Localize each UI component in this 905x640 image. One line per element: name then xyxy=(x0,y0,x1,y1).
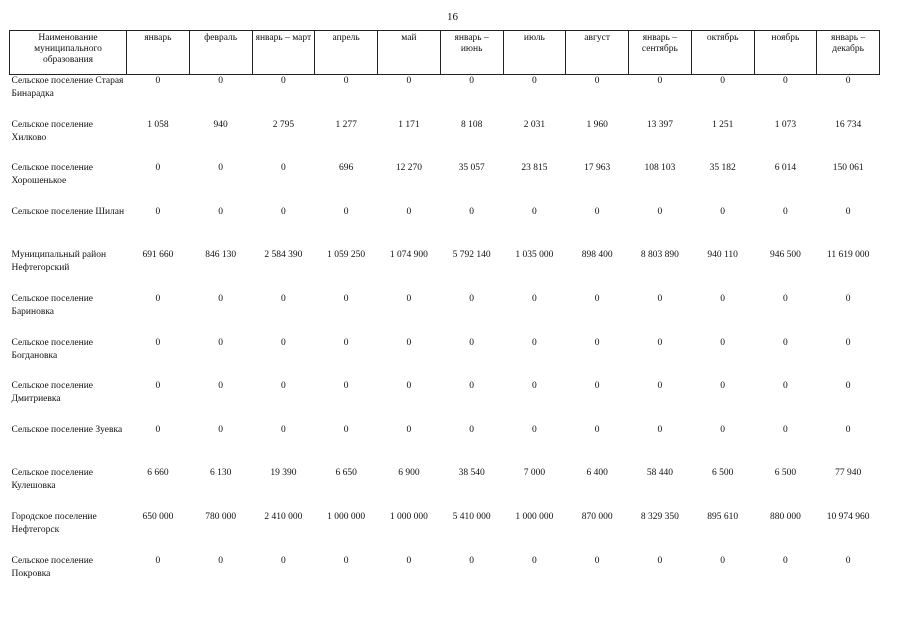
table-cell-value: 0 xyxy=(783,424,788,435)
table-cell-value: 1 058 xyxy=(147,119,169,130)
table-cell-value: 650 000 xyxy=(142,511,174,522)
municipal-data-table xyxy=(9,30,880,598)
table-cell-value: 880 000 xyxy=(769,511,801,522)
table-cell-value: 0 xyxy=(657,337,663,348)
table-cell-value: 5 792 140 xyxy=(452,250,491,261)
table-cell-value: 12 270 xyxy=(395,163,422,174)
table-cell-value: 0 xyxy=(155,293,161,304)
header-month: август xyxy=(566,31,629,75)
table-cell-value: 1 171 xyxy=(398,119,420,130)
table-cell-value: 38 540 xyxy=(458,468,485,479)
table-cell-value: 0 xyxy=(594,337,600,348)
header-month: январь – июнь xyxy=(440,31,503,75)
table-cell-value: 0 xyxy=(783,337,788,348)
table-cell-value: 0 xyxy=(343,424,349,435)
table-cell-value: 8 108 xyxy=(460,119,483,130)
table-cell-value: 11 619 000 xyxy=(826,250,870,261)
page-number: 16 xyxy=(447,11,458,23)
table-cell-value: 0 xyxy=(281,206,286,217)
table-cell-value: 0 xyxy=(343,206,349,217)
table-cell-value: 0 xyxy=(155,381,161,392)
table-cell-value: 10 974 960 xyxy=(826,511,870,522)
table-cell-value: 0 xyxy=(343,293,349,304)
table-cell-value: 0 xyxy=(155,555,161,566)
table-cell-value: 0 xyxy=(845,381,851,392)
table-cell-value: 0 xyxy=(657,76,663,86)
header-month: январь xyxy=(127,31,190,75)
table-cell-value: 108 103 xyxy=(644,163,676,174)
table-cell-value: 0 xyxy=(281,337,286,348)
table-cell-value: 898 400 xyxy=(581,250,613,261)
table-cell-value: 5 410 000 xyxy=(452,511,491,522)
table-cell-value: 0 xyxy=(281,293,286,304)
table-cell-value: 0 xyxy=(532,293,537,304)
table-cell-value: 6 500 xyxy=(774,468,797,479)
municipality-name: Сельское поселение Хорошенькое xyxy=(11,163,94,187)
table-row xyxy=(10,467,880,511)
table-cell-value: 0 xyxy=(845,206,851,217)
table-row xyxy=(10,293,880,337)
table-cell-value: 0 xyxy=(155,76,161,86)
table-cell-value: 0 xyxy=(469,337,474,348)
table-cell-value: 0 xyxy=(281,424,286,435)
municipality-name: Сельское поселение Бариновка xyxy=(11,293,94,317)
table-cell-value: 23 815 xyxy=(521,163,548,174)
table-cell-value: 0 xyxy=(657,381,663,392)
table-cell-value: 0 xyxy=(720,293,725,304)
table-cell-value: 940 xyxy=(213,119,228,130)
table-cell-value: 1 277 xyxy=(335,119,357,130)
table-cell-value: 0 xyxy=(406,381,412,392)
table-cell-value: 0 xyxy=(783,293,788,304)
table-cell-value: 0 xyxy=(783,381,788,392)
table-cell-value: 0 xyxy=(406,76,412,86)
table-cell-value: 6 014 xyxy=(774,163,797,174)
table-cell-value: 6 130 xyxy=(209,468,232,479)
table-cell-value: 0 xyxy=(594,555,600,566)
table-cell-value: 0 xyxy=(406,206,412,217)
table-row xyxy=(10,380,880,424)
table-cell-value: 0 xyxy=(720,381,725,392)
municipality-name: Сельское поселение Старая Бинарадка xyxy=(11,76,124,99)
table-cell-value: 0 xyxy=(720,424,725,435)
table-cell-value: 691 660 xyxy=(142,250,174,261)
table-cell-value: 0 xyxy=(532,206,537,217)
header-month: июль xyxy=(503,31,566,75)
table-cell-value: 6 650 xyxy=(335,468,357,479)
table-cell-value: 35 182 xyxy=(709,163,736,174)
table-cell-value: 0 xyxy=(218,337,223,348)
table-cell-value: 0 xyxy=(845,293,851,304)
table-cell-value: 0 xyxy=(594,206,600,217)
table-cell-value: 0 xyxy=(720,555,725,566)
table-cell-value: 940 110 xyxy=(707,250,738,261)
table-cell-value: 0 xyxy=(218,206,223,217)
table-cell-value: 0 xyxy=(845,555,851,566)
table-cell-value: 0 xyxy=(218,293,223,304)
municipality-name: Сельское поселение Кулешовка xyxy=(11,468,94,492)
table-cell-value: 0 xyxy=(406,555,412,566)
table-cell-value: 0 xyxy=(532,381,537,392)
header-month: октябрь xyxy=(691,31,754,75)
table-cell-value: 0 xyxy=(406,424,412,435)
table-cell-value: 0 xyxy=(155,206,161,217)
table-cell-value: 0 xyxy=(469,424,474,435)
municipality-name: Городское поселение Нефтегорск xyxy=(11,511,97,535)
table-cell-value: 1 073 xyxy=(774,119,797,130)
table-cell-value: 0 xyxy=(657,206,663,217)
table-cell-value: 1 074 900 xyxy=(389,250,428,261)
municipality-name: Сельское поселение Богдановка xyxy=(11,337,94,361)
table-cell-value: 1 251 xyxy=(711,119,734,130)
table-cell-value: 0 xyxy=(532,337,537,348)
table-cell-value: 0 xyxy=(281,76,286,86)
table-row xyxy=(10,119,880,163)
header-month: май xyxy=(378,31,441,75)
table-row xyxy=(10,511,880,555)
table-cell-value: 0 xyxy=(720,337,725,348)
table-cell-value: 16 734 xyxy=(835,119,862,130)
table-row xyxy=(10,75,880,119)
table-cell-value: 0 xyxy=(469,555,474,566)
table-cell-value: 0 xyxy=(469,206,474,217)
table-cell-value: 13 397 xyxy=(646,119,673,130)
table-cell-value: 0 xyxy=(532,424,537,435)
table-cell-value: 0 xyxy=(594,76,600,86)
table-cell-value: 8 803 890 xyxy=(640,250,679,261)
table-cell-value: 946 500 xyxy=(769,250,801,261)
table-cell-value: 2 410 000 xyxy=(264,511,303,522)
table-cell-value: 0 xyxy=(720,76,725,86)
header-month: ноябрь xyxy=(754,31,817,75)
table-cell-value: 0 xyxy=(845,424,851,435)
table-cell-value: 0 xyxy=(469,76,474,86)
municipality-name: Сельское поселение Хилково xyxy=(11,119,94,143)
table-cell-value: 780 000 xyxy=(205,511,237,522)
municipality-name: Муниципальный район Нефтегорский xyxy=(11,250,107,274)
table-row xyxy=(10,206,880,250)
table-cell-value: 0 xyxy=(218,555,223,566)
table-cell-value: 895 610 xyxy=(707,511,739,522)
table-cell-value: 0 xyxy=(783,76,788,86)
table-cell-value: 6 660 xyxy=(147,468,169,479)
table-cell-value: 0 xyxy=(218,424,223,435)
table-cell-value: 0 xyxy=(594,293,600,304)
table-cell-value: 8 329 350 xyxy=(640,511,679,522)
table-cell-value: 0 xyxy=(594,381,600,392)
table-cell-value: 0 xyxy=(657,555,663,566)
table-row xyxy=(10,555,880,599)
table-cell-value: 0 xyxy=(281,381,286,392)
table-cell-value: 35 057 xyxy=(458,163,485,174)
table-cell-value: 58 440 xyxy=(646,468,673,479)
table-row xyxy=(10,337,880,381)
table-cell-value: 0 xyxy=(343,76,349,86)
table-cell-value: 6 900 xyxy=(398,468,420,479)
header-month: январь – март xyxy=(252,31,315,75)
table-cell-value: 77 940 xyxy=(835,468,862,479)
table-cell-value: 6 400 xyxy=(586,468,608,479)
table-row xyxy=(10,424,880,468)
municipality-name: Сельское поселение Дмитриевка xyxy=(11,381,94,405)
municipality-name: Сельское поселение Покровка xyxy=(11,555,94,579)
table-cell-value: 2 584 390 xyxy=(264,250,303,261)
table-cell-value: 0 xyxy=(845,76,851,86)
table-cell-value: 0 xyxy=(218,163,223,174)
table-cell-value: 0 xyxy=(783,206,788,217)
table-cell-value: 1 000 000 xyxy=(389,511,428,522)
table-cell-value: 1 960 xyxy=(586,119,608,130)
municipality-name: Сельское поселение Зуевка xyxy=(11,424,123,435)
table-cell-value: 0 xyxy=(218,76,223,86)
table-cell-value: 0 xyxy=(532,555,537,566)
table-cell-value: 150 061 xyxy=(832,163,864,174)
table-cell-value: 0 xyxy=(155,163,161,174)
table-cell-value: 0 xyxy=(343,555,349,566)
table-cell-value: 0 xyxy=(845,337,851,348)
table-header xyxy=(10,31,880,75)
table-cell-value: 0 xyxy=(469,293,474,304)
table-cell-value: 2 795 xyxy=(272,119,295,130)
table-cell-value: 0 xyxy=(594,424,600,435)
table-row xyxy=(10,249,880,293)
table-cell-value: 0 xyxy=(155,424,161,435)
table-cell-value: 0 xyxy=(281,163,286,174)
header-month: апрель xyxy=(315,31,378,75)
table-cell-value: 0 xyxy=(783,555,788,566)
table-cell-value: 870 000 xyxy=(581,511,613,522)
table-cell-value: 0 xyxy=(532,76,537,86)
table-cell-value: 1 000 000 xyxy=(327,511,366,522)
table-cell-value: 0 xyxy=(155,337,161,348)
table-cell-value: 846 130 xyxy=(205,250,237,261)
table-cell-value: 0 xyxy=(343,381,349,392)
table-body xyxy=(10,75,880,599)
table-cell-value: 17 963 xyxy=(584,163,611,174)
table-cell-value: 0 xyxy=(218,381,223,392)
table-cell-value: 1 035 000 xyxy=(515,250,554,261)
table-cell-value: 6 500 xyxy=(711,468,734,479)
table-cell-value: 0 xyxy=(406,293,412,304)
table-cell-value: 0 xyxy=(469,381,474,392)
table-cell-value: 0 xyxy=(406,337,412,348)
table-cell-value: 1 000 000 xyxy=(515,511,554,522)
table-cell-value: 0 xyxy=(657,293,663,304)
header-row xyxy=(10,31,880,75)
header-municipality: Наименование муниципального образования xyxy=(10,31,127,75)
table-cell-value: 0 xyxy=(657,424,663,435)
table-cell-value: 2 031 xyxy=(523,119,546,130)
table-row xyxy=(10,162,880,206)
header-month: январь – сентябрь xyxy=(629,31,692,75)
table-cell-value: 696 xyxy=(339,163,354,174)
header-month: январь – декабрь xyxy=(817,31,880,75)
table-cell-value: 0 xyxy=(281,555,286,566)
table-cell-value: 19 390 xyxy=(270,468,297,479)
table-cell-value: 0 xyxy=(720,206,725,217)
header-month: февраль xyxy=(189,31,252,75)
table-cell-value: 0 xyxy=(343,337,349,348)
table-cell-value: 7 000 xyxy=(523,468,546,479)
table-cell-value: 1 059 250 xyxy=(327,250,366,261)
municipality-name: Сельское поселение Шилан xyxy=(11,206,125,217)
